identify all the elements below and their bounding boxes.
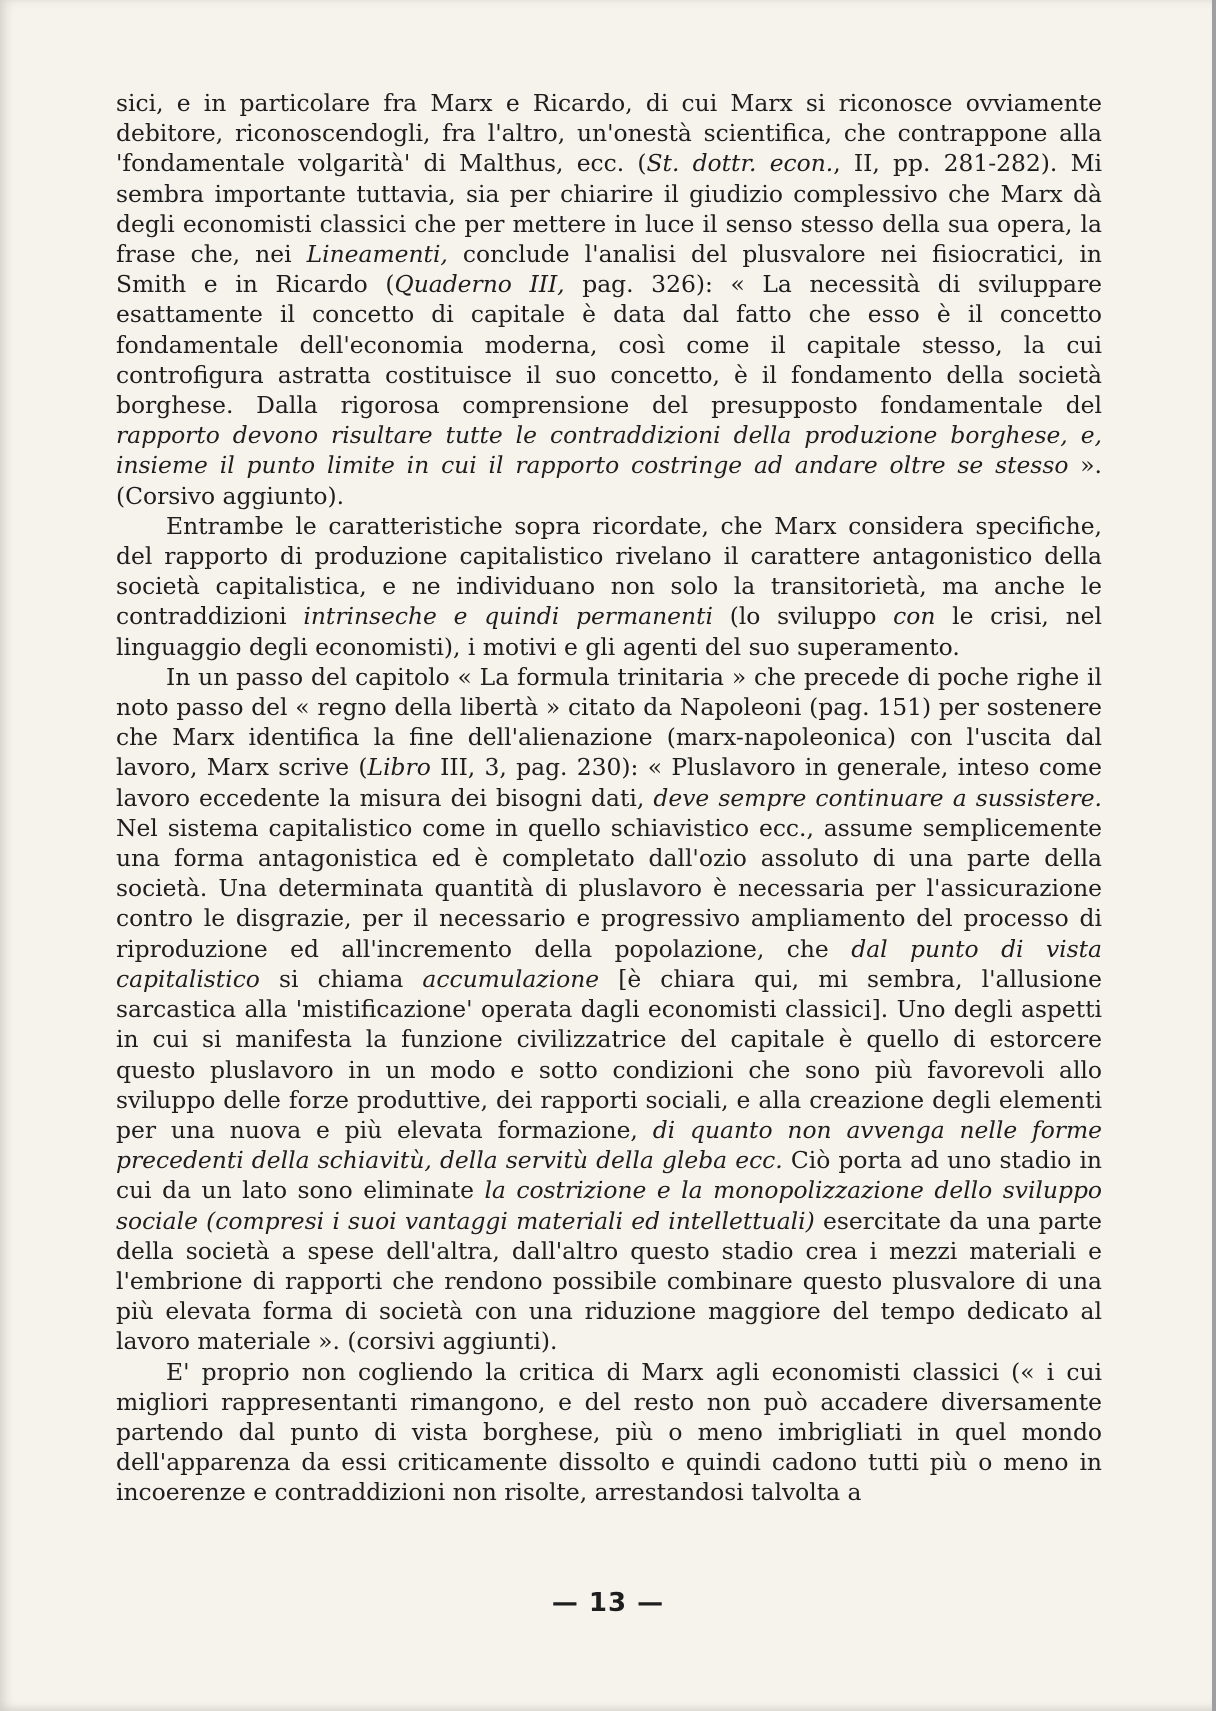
italic-run: Libro	[367, 753, 431, 782]
italic-run: accumulazione	[422, 964, 600, 993]
italic-run: con	[893, 602, 936, 631]
text-run: III, 3, pag. 230): « Pluslavoro in generale, inteso come lavoro eccedente la misura dei bisogni dati,	[116, 753, 1102, 812]
italic-run: deve sempre continuare a sussistere.	[653, 783, 1102, 812]
paragraph-4	[116, 1357, 1102, 1508]
italic-run: la costrizione e la monopolizzazione dello sviluppo sociale (compresi i suoi vantaggi materiali ed intellettuali)	[116, 1176, 1102, 1235]
text-run: E' proprio non cogliendo la critica di Marx agli economisti classici (« i cui migliori rappresentanti rimangono, e del resto non può accadere diversamente partendo dal punto di vista borghese, più o meno imbrigliati in quel mondo dell'apparenza da essi criticamente dissolto e quindi cadono tutti più o meno in incoerenze e contraddizioni non risolte, arrestandosi talvolta a	[116, 1357, 1102, 1507]
text-run: ». (Corsivo aggiunto).	[116, 451, 1102, 510]
paragraph-3	[116, 662, 1102, 1357]
text-run: [è chiara qui, mi sembra, l'allusione sarcastica alla 'mistificazione' operata dagli economisti classici]. Uno degli aspetti in cui si manifesta la funzione civilizzatrice del capitale è quello di estorcere questo pluslavoro in un modo e sotto condizioni che sono più favorevoli allo sviluppo delle forze produttive, dei rapporti sociali, e alla creazione degli elementi per una nuova e più elevata formazione,	[116, 964, 1102, 1144]
text-run: Ciò porta ad uno stadio in cui da un lato sono eliminate	[116, 1146, 1102, 1205]
italic-run: dal punto di vista capitalistico	[116, 934, 1102, 993]
italic-run: di quanto non avvenga nelle forme precedenti della schiavitù, della servitù della gleba ecc.	[116, 1115, 1102, 1175]
text-run: pag. 326): « La necessità di sviluppare esattamente il concetto di capitale è data dal fatto che esso è il concetto fondamentale dell'economia moderna, così come il capitale stesso, la cui controfigura astratta costituisce il suo concetto, è il fondamento della società borghese. Dalla rigorosa comprensione del presupposto fondamentale del	[116, 270, 1103, 420]
text-run: Entrambe le caratteristiche sopra ricordate, che Marx considera specifiche, del rapporto di produzione capitalistico rivelano il carattere antagonistico della società capitalistica, e ne individuano non solo la transitorietà, ma anche le contraddizioni	[116, 511, 1102, 631]
page-edge	[1212, 0, 1216, 1711]
text-run: , II, pp. 281-282). Mi sembra importante tuttavia, sia per chiarire il giudizio complessivo che Marx dà degli economisti classici che per mettere in luce il senso stesso della sua opera, la frase che, nei	[116, 149, 1103, 269]
text-run: In un passo del capitolo « La formula trinitaria » che precede di poche righe il noto passo del « regno della libertà » citato da Napoleoni (pag. 151) per sostenere che Marx identifica la fine dell'alienazione (marx-napoleonica) con l'uscita dal lavoro, Marx scrive (	[116, 662, 1102, 782]
text-run: Nel sistema capitalistico come in quello schiavistico ecc., assume semplicemente una forma antagonistica ed è completato dall'ozio assoluto di una parte della società. Una determinata quantità di pluslavoro è necessaria per l'assicurazione contro le disgrazie, per il necessario e progressivo ampliamento del processo di riproduzione ed all'incremento della popolazione, che	[116, 813, 1102, 963]
text-run: le crisi, nel linguaggio degli economisti), i motivi e gli agenti del suo superamento.	[116, 602, 1102, 661]
text-run: si chiama	[259, 964, 423, 993]
body-text	[116, 88, 1102, 1508]
text-run: esercitate da una parte della società a spese dell'altra, dall'altro questo stadio crea i mezzi materiali e l'embrione di rapporti che rendono possibile combinare questo plusvalore di una più elevata forma di società con una riduzione maggiore del tempo dedicato al lavoro materiale ». (corsivi aggiunti).	[116, 1206, 1102, 1356]
text-run: sici, e in particolare fra Marx e Ricardo, di cui Marx si riconosce ovviamente debitore, riconoscendogli, fra l'altro, un'onestà scientifica, che contrappone alla 'fondamentale volgarità' di Malthus, ecc. (	[116, 89, 1102, 178]
italic-run: intrinseche e quindi permanenti	[303, 602, 713, 631]
italic-run: Lineamenti,	[306, 240, 448, 269]
italic-run: St. dottr. econ.	[646, 149, 834, 178]
italic-run: rapporto devono risultare tutte le contraddizioni della produzione borghese, e, insieme il punto limite in cui il rapporto costringe ad andare oltre se stesso	[116, 421, 1102, 480]
text-run: (lo sviluppo	[712, 602, 894, 631]
paragraph-2	[116, 511, 1102, 662]
italic-run: Quaderno III,	[394, 270, 565, 299]
paragraph-1	[116, 88, 1102, 511]
page-number: — 13 —	[551, 1588, 665, 1618]
text-run: conclude l'analisi del plusvalore nei fisiocratici, in Smith e in Ricardo (	[116, 240, 1102, 299]
